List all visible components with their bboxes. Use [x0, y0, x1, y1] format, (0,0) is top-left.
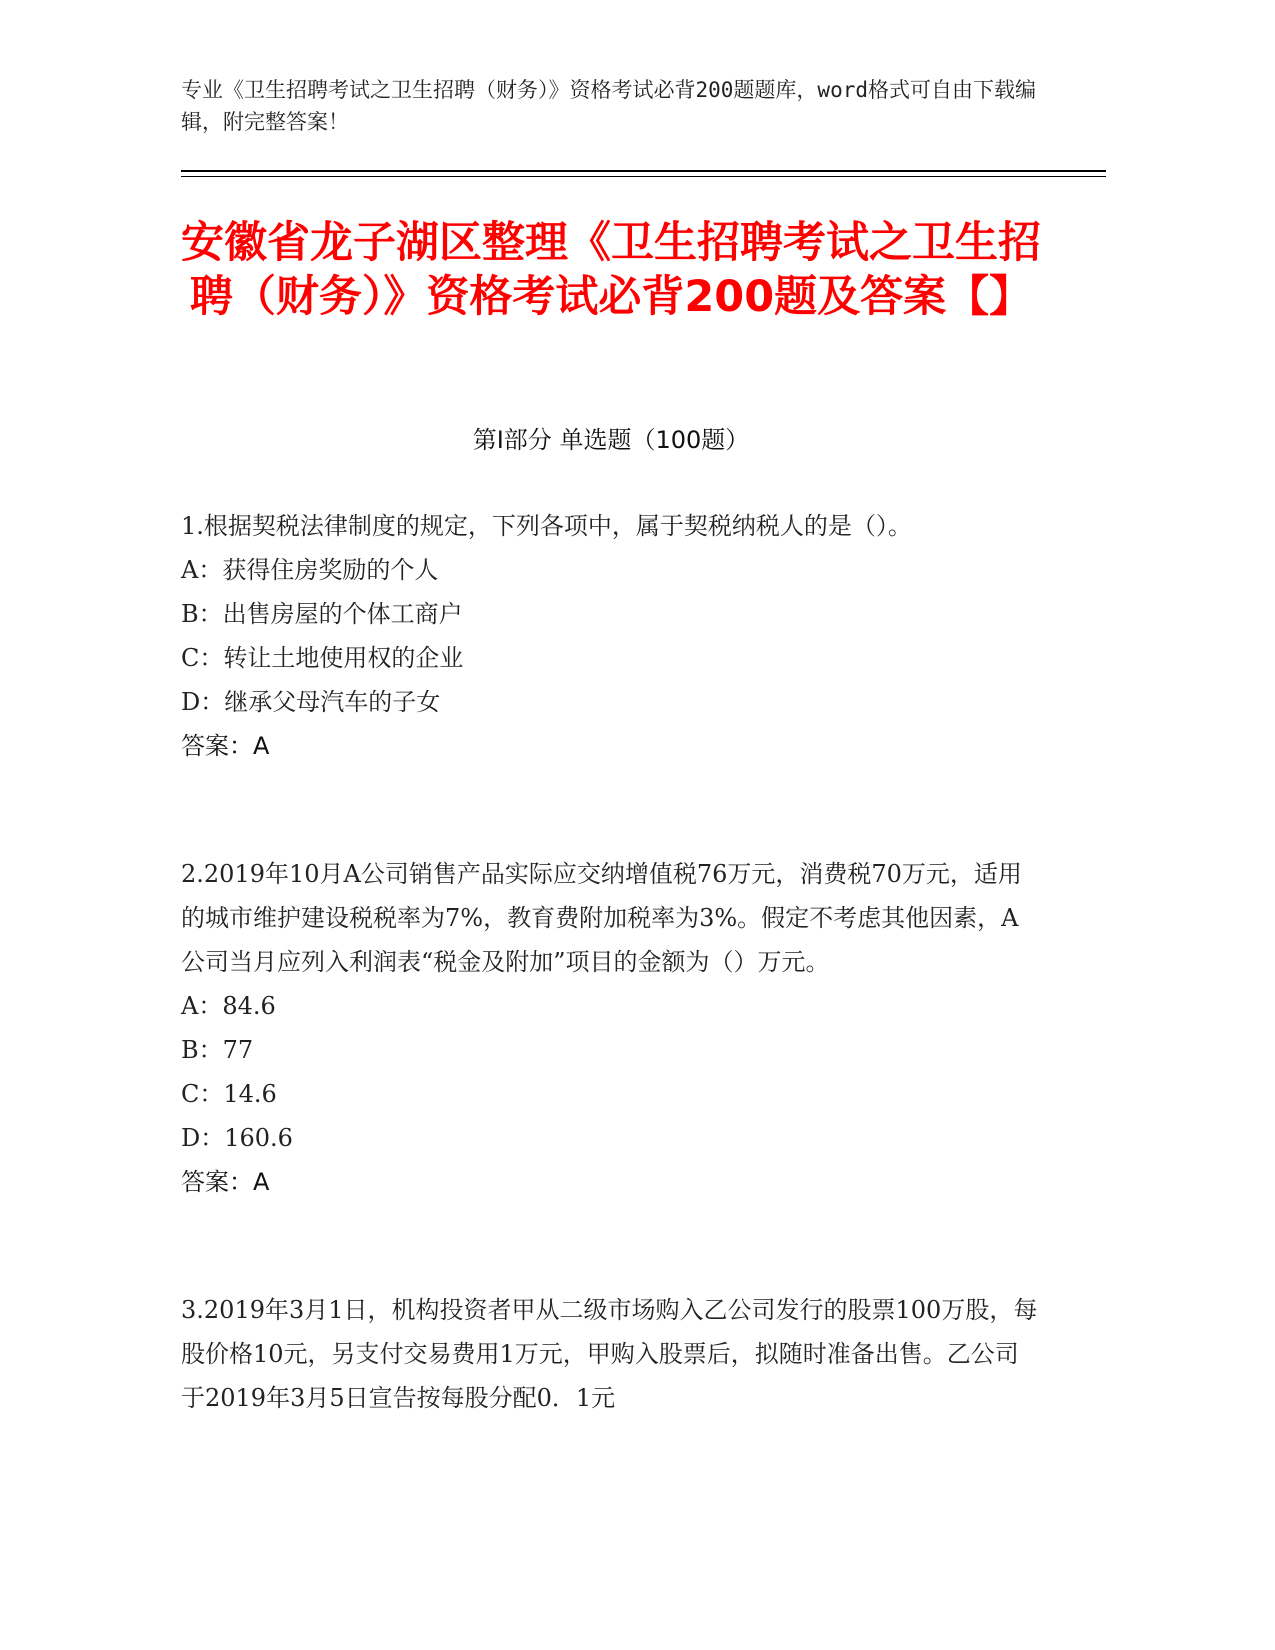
option-a: A：84.6: [181, 992, 276, 1020]
question-3: [181, 1288, 1041, 1420]
header-divider-thick: [181, 170, 1106, 172]
option-c: C：14.6: [181, 1080, 277, 1108]
option-b: B：77: [181, 1036, 254, 1064]
option-b: B：出售房屋的个体工商户: [181, 600, 463, 628]
header-note: 专业《卫生招聘考试之卫生招聘（财务）》资格考试必背200题题库，word格式可自由下载编辑，附完整答案！: [181, 78, 1036, 134]
header-divider-thin: [181, 176, 1106, 177]
question-2: [181, 852, 1041, 1204]
answer-text: 答案：A: [181, 1168, 270, 1196]
option-c: C：转让土地使用权的企业: [181, 644, 464, 672]
question-stem: 1.根据契税法律制度的规定，下列各项中，属于契税纳税人的是（）。: [181, 512, 912, 540]
question-stem: 2.2019年10月A公司销售产品实际应交纳增值税76万元，消费税70万元，适用的城市维护建设税税率为7%，教育费附加税率为3%。假定不考虑其他因素，A公司当月应列入利润表“税金及附加”项目的金额为（）万元。: [181, 860, 1022, 976]
option-d: D：160.6: [181, 1124, 293, 1152]
document-title: 安徽省龙子湖区整理《卫生招聘考试之卫生招聘（财务）》资格考试必背200题及答案【】: [181, 218, 1041, 322]
question-stem: 3.2019年3月1日，机构投资者甲从二级市场购入乙公司发行的股票100万股，每股价格10元，另支付交易费用1万元，甲购入股票后，拟随时准备出售。乙公司于2019年3月5日宣告按每股分配0．1元: [181, 1296, 1038, 1412]
option-d: D：继承父母汽车的子女: [181, 688, 441, 716]
option-a: A：获得住房奖励的个人: [181, 556, 439, 584]
section-title: 第Ⅰ部分 单选题（100题）: [472, 426, 750, 454]
question-1: [181, 504, 1041, 768]
answer-text: 答案：A: [181, 732, 270, 760]
